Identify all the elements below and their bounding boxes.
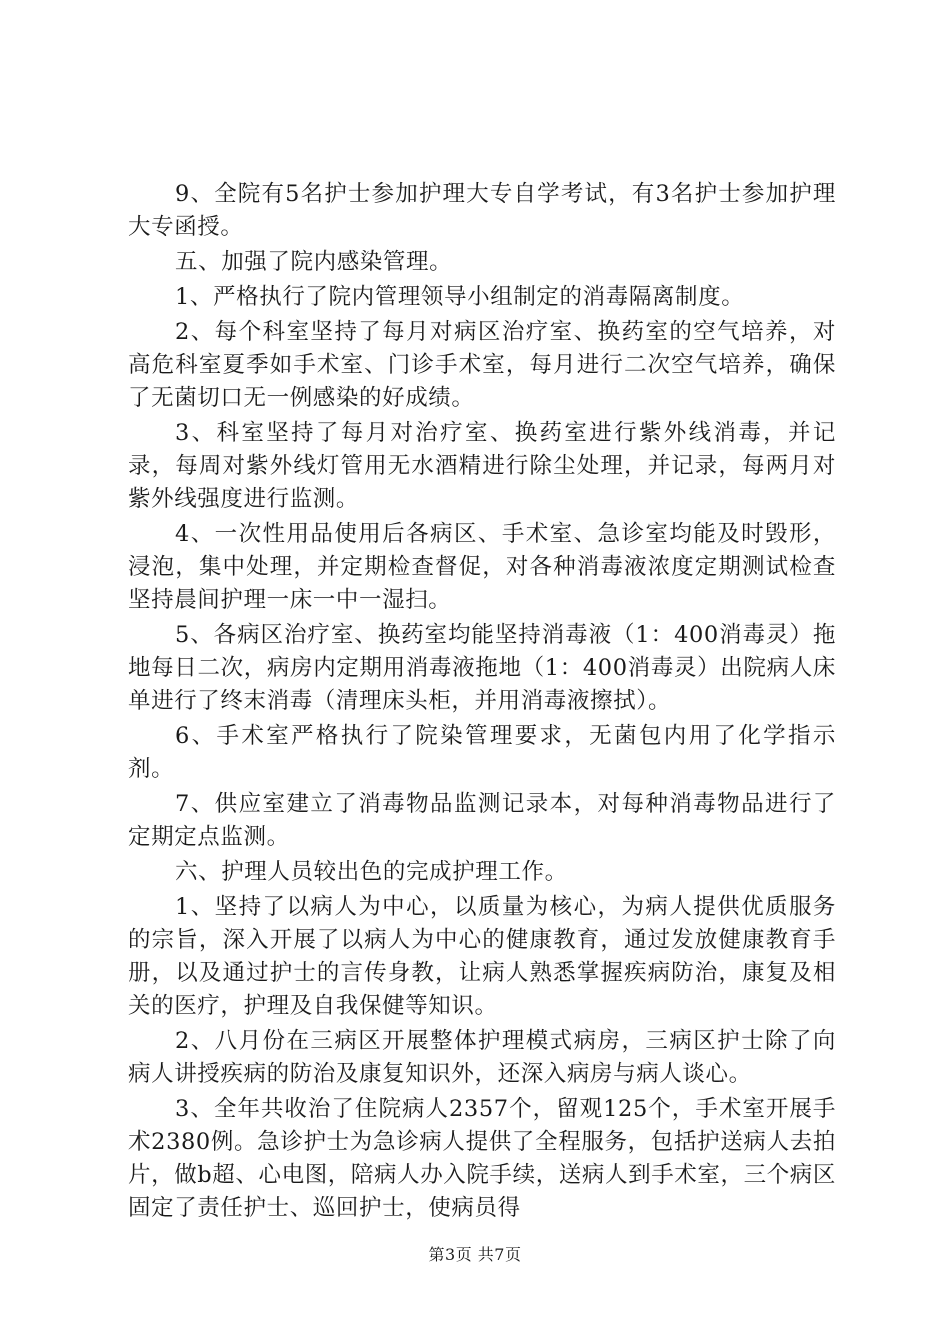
paragraph-item-9-exams: 9、全院有5名护士参加护理大专自学考试，有3名护士参加护理大专函授。 xyxy=(128,181,836,240)
paragraph-item-3-annual-stats: 3、全年共收治了住院病人2357个，留观125个，手术室开展手术2380例。急诊护士为急诊病人提供了全程服务，包括护送病人去拍片，做b超、心电图，陪病人办入院手续，送病人到手术室，三个病区固定了责任护士、巡回护士，使病员得 xyxy=(128,1096,837,1221)
paragraph-item-1-patient-centered: 1、坚持了以病人为中心，以质量为核心，为病人提供优质服务的宗旨，深入开展了以病人为中心的健康教育，通过发放健康教育手册，以及通过护士的言传身教，让病人熟悉掌握疾病防治，康复及相关的医疗，护理及自我保健等知识。 xyxy=(128,894,836,1019)
section-heading-infection-management: 五、加强了院内感染管理。 xyxy=(175,249,453,275)
document-body xyxy=(128,178,836,1227)
paragraph-item-1-disinfection-rules: 1、严格执行了院内管理领导小组制定的消毒隔离制度。 xyxy=(175,284,745,310)
paragraph-item-3-uv-disinfection: 3、科室坚持了每月对治疗室、换药室进行紫外线消毒，并记录，每周对紫外线灯管用无水酒精进行除尘处理，并记录，每两月对紫外线强度进行监测。 xyxy=(128,420,836,512)
paragraph-item-6-surgery-room: 6、手术室严格执行了院染管理要求，无菌包内用了化学指示剂。 xyxy=(128,723,836,782)
paragraph-item-2-air-culture: 2、每个科室坚持了每月对病区治疗室、换药室的空气培养，对高危科室夏季如手术室、门诊手术室，每月进行二次空气培养，确保了无菌切口无一例感染的好成绩。 xyxy=(128,319,836,411)
page-footer: 第3页 共7页 xyxy=(428,1245,522,1264)
paragraph-item-4-disposables: 4、一次性用品使用后各病区、手术室、急诊室均能及时毁形，浸泡，集中处理，并定期检查督促，对各种消毒液浓度定期测试检查坚持晨间护理一床一中一湿扫。 xyxy=(128,521,836,613)
section-heading-nursing-work: 六、护理人员较出色的完成护理工作。 xyxy=(175,859,568,885)
paragraph-item-7-supply-room: 7、供应室建立了消毒物品监测记录本，对每种消毒物品进行了定期定点监测。 xyxy=(128,791,836,850)
paragraph-item-5-floor-disinfection: 5、各病区治疗室、换药室均能坚持消毒液（1：400消毒灵）拖地每日二次，病房内定期用消毒液拖地（1：400消毒灵）出院病人床单进行了终末消毒（清理床头柜，并用消毒液擦拭）。 xyxy=(128,622,836,714)
paragraph-item-2-holistic-care: 2、八月份在三病区开展整体护理模式病房，三病区护士除了向病人讲授疾病的防治及康复知识外，还深入病房与病人谈心。 xyxy=(128,1028,836,1087)
